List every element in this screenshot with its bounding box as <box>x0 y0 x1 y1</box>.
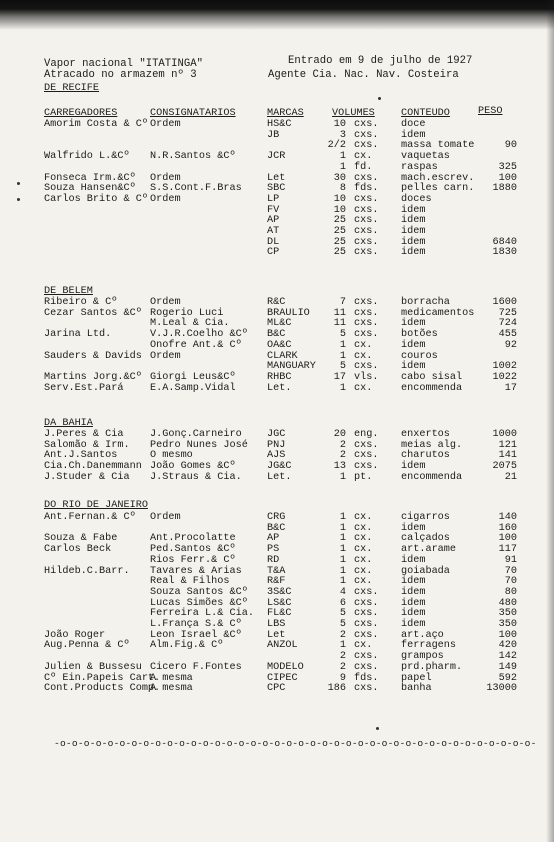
ink-speck <box>378 97 381 100</box>
cell-quantity: 8 <box>339 183 346 195</box>
cell-unit: cxs. <box>354 450 379 462</box>
cell-unit: cx. <box>354 350 373 362</box>
cell-contents: doces <box>401 193 432 205</box>
cell-weight: 140 <box>498 512 517 523</box>
cell-marks: FL&C <box>267 608 292 620</box>
cell-quantity: 4 <box>339 586 346 598</box>
cell-contents: encommenda <box>401 471 463 483</box>
cell-consignee: S.S.Cont.F.Bras <box>150 183 242 195</box>
cell-weight: 70 <box>504 565 517 577</box>
cell-consignee: Ant.Procolatte <box>150 533 236 545</box>
cell-weight: 1002 <box>492 361 517 373</box>
cell-contents: botões <box>401 329 438 341</box>
cell-unit: cxs. <box>354 597 379 609</box>
cell-unit: cxs. <box>354 651 379 663</box>
cell-contents: ferragens <box>401 640 457 652</box>
cell-quantity: 10 <box>333 119 346 130</box>
cell-unit: cx. <box>354 565 373 577</box>
cell-contents: idem <box>401 461 426 473</box>
cell-marks: AP <box>267 215 280 227</box>
ink-speck <box>376 727 379 730</box>
cell-quantity: 1 <box>339 382 346 394</box>
cell-marks: AP <box>267 533 280 545</box>
dock-info: Atracado no armazem nº 3 <box>44 69 197 81</box>
col-header-consignee: CONSIGNATARIOS <box>150 108 236 119</box>
cell-marks: FV <box>267 204 280 216</box>
cell-marks: JB <box>267 129 280 141</box>
cell-marks: ML&C <box>267 318 292 330</box>
cell-shipper: Fonseca Irm.&Cº <box>44 172 136 184</box>
cell-quantity: 1 <box>339 554 346 566</box>
cell-contents: borracha <box>401 297 450 308</box>
cell-consignee: Ordem <box>150 119 181 130</box>
cell-consignee: João Gomes &Cº <box>150 461 236 473</box>
scan-dark-edge <box>0 0 554 34</box>
cell-marks: Let. <box>267 382 292 394</box>
cell-weight: 91 <box>504 554 517 566</box>
cell-weight: 2075 <box>492 461 517 473</box>
cell-consignee: Rogerio Luci <box>150 307 224 319</box>
cell-contents: meias alg. <box>401 439 463 451</box>
cell-weight: 92 <box>504 339 517 351</box>
cell-weight: 6840 <box>492 236 517 248</box>
cell-unit: cxs. <box>354 619 379 630</box>
cell-marks: BRAULIO <box>267 307 310 319</box>
cell-consignee: O mesmo <box>150 450 193 462</box>
cell-quantity: 30 <box>333 172 346 184</box>
cell-quantity: 1 <box>339 151 346 163</box>
cell-unit: cx. <box>354 382 373 394</box>
cell-quantity: 17 <box>333 371 346 383</box>
cell-contents: enxertos <box>401 429 450 440</box>
cell-marks: DL <box>267 236 280 248</box>
arrival-date: Entrado em 9 de julho de 1927 <box>288 55 473 67</box>
cell-unit: eng. <box>354 429 379 440</box>
cell-weight: 455 <box>498 329 517 341</box>
cell-marks: RHBC <box>267 371 292 383</box>
cell-unit: cx. <box>354 151 373 163</box>
cell-quantity: 1 <box>339 565 346 577</box>
cell-marks: JCR <box>267 151 286 163</box>
cell-marks: Let <box>267 629 286 641</box>
cell-marks: LS&C <box>267 597 292 609</box>
cell-quantity: 1 <box>339 512 346 523</box>
cell-marks: ANZOL <box>267 640 298 652</box>
cell-consignee: L.França S.& Cº <box>150 619 242 630</box>
cell-quantity: 25 <box>333 226 346 237</box>
cell-consignee: M.Leal & Cia. <box>150 318 230 330</box>
section-origin: DE BELEM <box>44 286 93 297</box>
cell-shipper: Souza Hansen&Cº <box>44 183 136 195</box>
cell-shipper: J.Studer & Cia <box>44 471 130 483</box>
cell-weight: 17 <box>504 382 517 394</box>
section-origin: DA BAHIA <box>44 418 93 429</box>
cell-unit: cxs. <box>354 236 379 248</box>
cell-contents: idem <box>401 129 426 141</box>
col-header-marks: MARCAS <box>267 108 304 119</box>
cell-marks: HS&C <box>267 119 292 130</box>
cell-quantity: 25 <box>333 236 346 248</box>
cell-marks: CP <box>267 247 280 259</box>
cell-weight: 325 <box>498 161 517 173</box>
cell-shipper: Souza & Fabe <box>44 533 118 545</box>
cell-unit: cxs. <box>354 215 379 227</box>
cell-unit: cxs. <box>354 439 379 451</box>
cell-unit: cxs. <box>354 461 379 473</box>
cell-consignee: Ordem <box>150 172 181 184</box>
cell-marks: PNJ <box>267 439 286 451</box>
cell-marks: LP <box>267 193 280 205</box>
cell-consignee: Onofre Ant.& Cº <box>150 339 242 351</box>
cell-contents: idem <box>401 522 426 534</box>
cell-marks: PS <box>267 544 280 556</box>
cell-unit: cxs. <box>354 629 379 641</box>
cell-consignee: A mesma <box>150 683 193 695</box>
cell-quantity: 10 <box>333 193 346 205</box>
cell-consignee: Leon Israel &Cº <box>150 629 242 641</box>
cell-marks: MANGUARY <box>267 361 316 373</box>
cell-shipper: Julien & Bussesu <box>44 661 142 673</box>
ship-name: Vapor nacional "ITATINGA" <box>44 58 203 70</box>
cell-quantity: 10 <box>333 204 346 216</box>
cell-weight: 100 <box>498 629 517 641</box>
cell-marks: JG&C <box>267 461 292 473</box>
cell-consignee: Ordem <box>150 193 181 205</box>
cell-contents: medicamentos <box>401 307 475 319</box>
cell-shipper: Cia.Ch.Danemmann <box>44 461 142 473</box>
cell-unit: cx. <box>354 522 373 534</box>
cell-shipper: Salomão & Irm. <box>44 439 130 451</box>
cell-shipper: Martins Jorg.&Cº <box>44 371 142 383</box>
cell-quantity: 2/2 <box>327 140 346 152</box>
cell-unit: cxs. <box>354 329 379 341</box>
cell-contents: mach.escrev. <box>401 172 475 184</box>
cell-consignee: Tavares & Arias <box>150 565 242 577</box>
cell-weight: 90 <box>504 140 517 152</box>
agent-info: Agente Cia. Nac. Nav. Costeira <box>268 69 459 81</box>
cell-unit: fd. <box>354 161 373 173</box>
cell-weight: 350 <box>498 619 517 630</box>
cell-unit: cxs. <box>354 318 379 330</box>
cell-consignee: Rios Ferr.& Cº <box>150 554 236 566</box>
cell-quantity: 2 <box>339 629 346 641</box>
cell-unit: cxs. <box>354 683 379 695</box>
cell-contents: idem <box>401 236 426 248</box>
cell-shipper: J.Peres & Cia <box>44 429 124 440</box>
cell-consignee: Cicero F.Fontes <box>150 661 242 673</box>
cell-contents: vaquetas <box>401 151 450 163</box>
cell-unit: cxs. <box>354 661 379 673</box>
cell-unit: cx. <box>354 554 373 566</box>
cell-marks: SBC <box>267 183 286 195</box>
cell-unit: cx. <box>354 533 373 545</box>
cell-contents: goiabada <box>401 565 450 577</box>
cell-contents: charutos <box>401 450 450 462</box>
cell-quantity: 186 <box>327 683 346 695</box>
cell-consignee: Ordem <box>150 297 181 308</box>
cell-contents: massa tomate <box>401 140 475 152</box>
cell-quantity: 25 <box>333 215 346 227</box>
cell-unit: cx. <box>354 576 373 588</box>
cell-marks: CPC <box>267 683 286 695</box>
cell-contents: cabo sisal <box>401 371 463 383</box>
cell-unit: cxs. <box>354 172 379 184</box>
ink-speck <box>17 198 20 201</box>
col-header-shipper: CARREGADORES <box>44 108 118 119</box>
cell-contents: idem <box>401 247 426 259</box>
cell-quantity: 2 <box>339 439 346 451</box>
cell-unit: cxs. <box>354 247 379 259</box>
cell-contents: cigarros <box>401 512 450 523</box>
cell-quantity: 1 <box>339 350 346 362</box>
cell-weight: 141 <box>498 450 517 462</box>
cell-weight: 480 <box>498 597 517 609</box>
cell-unit: fds. <box>354 672 379 684</box>
cell-quantity: 5 <box>339 361 346 373</box>
cell-quantity: 1 <box>339 576 346 588</box>
cell-consignee: Pedro Nunes José <box>150 439 248 451</box>
cell-unit: cx. <box>354 640 373 652</box>
cell-quantity: 11 <box>333 318 346 330</box>
cell-consignee: Lucas Simões &Cº <box>150 597 248 609</box>
cell-weight: 100 <box>498 533 517 545</box>
cell-weight: 21 <box>504 471 517 483</box>
cell-marks: Let <box>267 172 286 184</box>
cell-unit: cxs. <box>354 129 379 141</box>
cell-quantity: 5 <box>339 608 346 620</box>
cell-consignee: N.R.Santos &Cº <box>150 151 236 163</box>
cell-consignee: V.J.R.Coelho &Cº <box>150 329 248 341</box>
cell-marks: B&C <box>267 329 286 341</box>
cell-consignee: E.A.Samp.Vidal <box>150 382 236 394</box>
cell-shipper: Hildeb.C.Barr. <box>44 565 130 577</box>
cell-consignee: Alm.Fig.& Cº <box>150 640 224 652</box>
cell-contents: art.arame <box>401 544 457 556</box>
cell-contents: art.aço <box>401 629 444 641</box>
cell-quantity: 9 <box>339 672 346 684</box>
cell-marks: LBS <box>267 619 286 630</box>
cell-shipper: João Roger <box>44 629 106 641</box>
cell-unit: cxs. <box>354 297 379 308</box>
cell-unit: cxs. <box>354 193 379 205</box>
section-origin: DO RIO DE JANEIRO <box>44 500 148 511</box>
cell-marks: T&A <box>267 565 286 577</box>
footer-separator: -o-o-o-o-o-o-o-o-o-o-o-o-o-o-o-o-o-o-o-o-o-o-o-o-o-o-o-o-o-o-o-o-o-o-o-o-o-o-o-o- <box>54 738 537 749</box>
cell-contents: idem <box>401 586 426 598</box>
cell-shipper: Serv.Est.Pará <box>44 382 124 394</box>
cell-contents: couros <box>401 350 438 362</box>
cell-weight: 70 <box>504 576 517 588</box>
cell-weight: 13000 <box>486 683 517 695</box>
cell-quantity: 1 <box>339 533 346 545</box>
cell-shipper: Sauders & Davids <box>44 350 142 362</box>
cell-consignee: Ferreira L.& Cia. <box>150 608 254 620</box>
cell-quantity: 25 <box>333 247 346 259</box>
cell-shipper: Carlos Brito & Cº <box>44 193 148 205</box>
cell-marks: 3S&C <box>267 586 292 598</box>
cell-consignee: Souza Santos &Cº <box>150 586 248 598</box>
cell-contents: prd.pharm. <box>401 661 463 673</box>
cell-weight: 1600 <box>492 297 517 308</box>
cell-unit: cxs. <box>354 140 379 152</box>
cell-consignee: J.Straus & Cia. <box>150 471 242 483</box>
cell-weight: 100 <box>498 172 517 184</box>
cell-marks: OA&C <box>267 339 292 351</box>
cell-unit: fds. <box>354 183 379 195</box>
cell-contents: banha <box>401 683 432 695</box>
cell-marks: AT <box>267 226 280 237</box>
cell-consignee: J.Gonç.Carneiro <box>150 429 242 440</box>
cell-weight: 1000 <box>492 429 517 440</box>
cell-marks: JGC <box>267 429 286 440</box>
cell-quantity: 5 <box>339 619 346 630</box>
cell-quantity: 11 <box>333 307 346 319</box>
cell-unit: cxs. <box>354 119 379 130</box>
cell-marks: B&C <box>267 522 286 534</box>
cell-contents: idem <box>401 204 426 216</box>
cell-consignee: Ordem <box>150 350 181 362</box>
cell-contents: idem <box>401 576 426 588</box>
cell-shipper: Jarina Ltd. <box>44 329 112 341</box>
cell-quantity: 2 <box>339 450 346 462</box>
cell-weight: 149 <box>498 661 517 673</box>
cell-unit: cx. <box>354 512 373 523</box>
cell-weight: 592 <box>498 672 517 684</box>
cell-quantity: 6 <box>339 597 346 609</box>
cell-unit: cx. <box>354 544 373 556</box>
cell-shipper: Ribeiro & Cº <box>44 297 118 308</box>
cell-unit: vls. <box>354 371 379 383</box>
cell-weight: 142 <box>498 651 517 663</box>
cell-weight: 420 <box>498 640 517 652</box>
cell-contents: calçados <box>401 533 450 545</box>
cell-consignee: A mesma <box>150 672 193 684</box>
cell-quantity: 1 <box>339 544 346 556</box>
cell-shipper: Cont.Products Comp. <box>44 683 161 695</box>
cell-consignee: Real & Filhos <box>150 576 230 588</box>
cell-unit: cxs. <box>354 226 379 237</box>
cell-contents: pelles carn. <box>401 183 475 195</box>
cell-marks: CIPEC <box>267 672 298 684</box>
cell-quantity: 1 <box>339 522 346 534</box>
cell-quantity: 1 <box>339 161 346 173</box>
cell-unit: cxs. <box>354 361 379 373</box>
section-origin: DE RECIFE <box>44 83 100 94</box>
cell-quantity: 20 <box>333 429 346 440</box>
cell-weight: 350 <box>498 608 517 620</box>
cell-quantity: 5 <box>339 329 346 341</box>
cell-quantity: 13 <box>333 461 346 473</box>
cell-consignee: Giorgi Leus&Cº <box>150 371 236 383</box>
cell-contents: idem <box>401 318 426 330</box>
cell-shipper: Aug.Penna & Cº <box>44 640 130 652</box>
cell-weight: 80 <box>504 586 517 598</box>
cell-shipper: Carlos Beck <box>44 544 112 556</box>
cell-marks: MODELO <box>267 661 304 673</box>
cell-contents: papel <box>401 672 432 684</box>
cell-shipper: Walfrido L.&Cº <box>44 151 130 163</box>
cell-weight: 117 <box>498 544 517 556</box>
cell-shipper: Ant.Fernan.& Cº <box>44 512 136 523</box>
cell-shipper: Ant.J.Santos <box>44 450 118 462</box>
cell-marks: AJS <box>267 450 286 462</box>
cell-contents: idem <box>401 619 426 630</box>
cell-contents: idem <box>401 597 426 609</box>
cell-weight: 1022 <box>492 371 517 383</box>
cell-contents: idem <box>401 361 426 373</box>
cell-quantity: 1 <box>339 339 346 351</box>
cell-contents: raspas <box>401 161 438 173</box>
col-header-volumes: VOLUMES <box>332 108 375 119</box>
cell-weight: 1880 <box>492 183 517 195</box>
cell-contents: encommenda <box>401 382 463 394</box>
cell-contents: idem <box>401 554 426 566</box>
cell-marks: CRG <box>267 512 286 523</box>
cell-weight: 121 <box>498 439 517 451</box>
cell-shipper: Amorim Costa & Cº <box>44 119 148 130</box>
col-header-weight: PESO <box>478 106 503 117</box>
cell-marks: Let. <box>267 471 292 483</box>
cell-unit: cxs. <box>354 204 379 216</box>
cell-weight: 724 <box>498 318 517 330</box>
cell-quantity: 7 <box>339 297 346 308</box>
cell-quantity: 3 <box>339 129 346 141</box>
col-header-contents: CONTEUDO <box>401 108 450 119</box>
cell-contents: idem <box>401 215 426 227</box>
cell-consignee: Ped.Santos &Cº <box>150 544 236 556</box>
cell-marks: R&C <box>267 297 286 308</box>
cell-unit: cx. <box>354 339 373 351</box>
cell-weight: 1830 <box>492 247 517 259</box>
cell-unit: cxs. <box>354 307 379 319</box>
cell-contents: idem <box>401 339 426 351</box>
cell-unit: cxs. <box>354 608 379 620</box>
cell-quantity: 1 <box>339 640 346 652</box>
cell-contents: idem <box>401 226 426 237</box>
cell-shipper: Cº Ein.Papeis Cart. <box>44 672 161 684</box>
cell-weight: 725 <box>498 307 517 319</box>
scan-shadow-edge <box>546 0 554 842</box>
cell-weight: 160 <box>498 522 517 534</box>
cell-marks: R&F <box>267 576 286 588</box>
cell-consignee: Ordem <box>150 512 181 523</box>
ink-speck <box>17 182 20 185</box>
cell-quantity: 1 <box>339 471 346 483</box>
cell-contents: idem <box>401 608 426 620</box>
cell-quantity: 2 <box>339 661 346 673</box>
cell-marks: RD <box>267 554 280 566</box>
cell-shipper: Cezar Santos &Cº <box>44 307 142 319</box>
cell-quantity: 2 <box>339 651 346 663</box>
cell-unit: cxs. <box>354 586 379 598</box>
cell-marks: CLARK <box>267 350 298 362</box>
cell-unit: pt. <box>354 471 373 483</box>
cell-contents: grampos <box>401 651 444 663</box>
cell-contents: doce <box>401 119 426 130</box>
